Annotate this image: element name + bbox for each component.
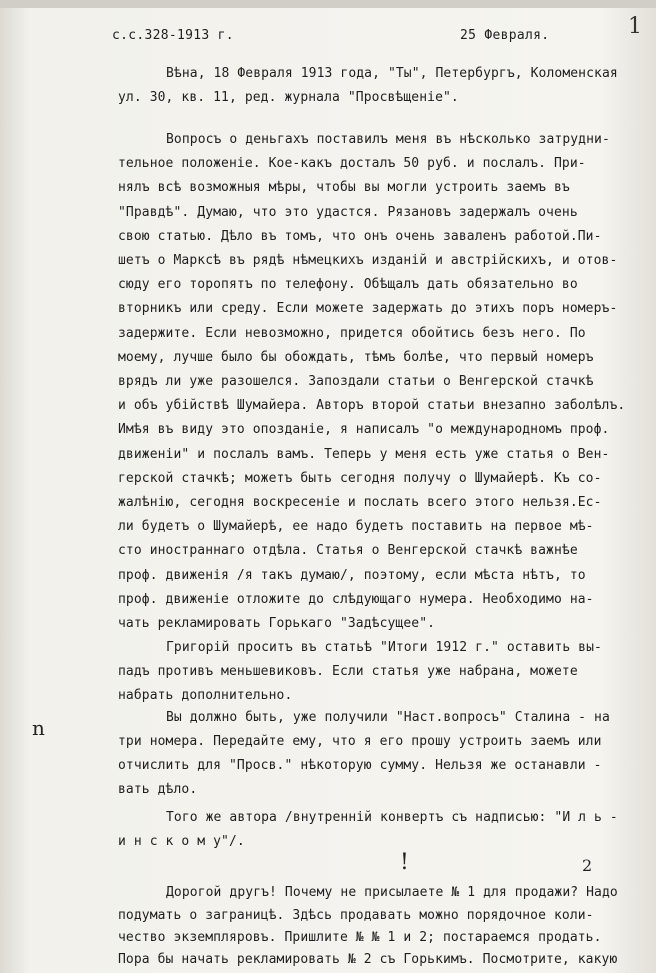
text-line: Того же автора /внутренній конвертъ съ надписью: "И л ь - — [166, 810, 618, 825]
text-line: задержите. Если невозможно, придется обойтись безъ него. По — [118, 325, 586, 341]
text-line: Имѣя въ виду это опозданіе, я написалъ "о международномъ проф. — [118, 422, 610, 438]
text-line: проф. движенія /я такъ думаю/, поэтому, если мѣста нѣтъ, то — [118, 567, 586, 583]
text-line: Вы должно быть, уже получили "Наст.вопросъ" Сталина - на — [166, 710, 610, 725]
text-line: шетъ о Марксѣ въ рядѣ нѣмецкихъ изданій и австрійскихъ, и отов- — [118, 253, 618, 268]
text-line: вторникъ или среду. Если можете задержать до этихъ поръ номеръ- — [118, 301, 618, 317]
text-line: ли будетъ о Шумайерѣ, ее надо будетъ поставить на первое мѣ- — [118, 519, 594, 535]
text-line: и н с к о м у"/. — [118, 834, 245, 849]
text-line: жалѣнію, сегодня воскресеніе и послать всего этого нельзя.Ес- — [118, 495, 602, 510]
text-line: движеніи" и послалъ вамъ. Теперь у меня есть уже статья о Вен- — [118, 446, 610, 462]
text-line: Вѣна, 18 Февраля 1913 года, "Ты", Петербургъ, Коломенская — [166, 66, 618, 81]
text-line: подумать о заграницѣ. Здѣсь продавать можно порядочное коли- — [118, 908, 594, 923]
text-line: ул. 30, кв. 11, ред. журнала "Просвѣщеніе". — [118, 90, 459, 105]
text-line: свою статью. Дѣло въ томъ, что онъ очень заваленъ работой.Пи- — [118, 228, 602, 244]
text-line: Дорогой другъ! Почему не присылаете № 1 для продажи? Надо — [166, 885, 618, 900]
text-line: Пора бы начать рекламировать № 2 съ Горькимъ. Посмотрите, какую — [118, 952, 618, 967]
margin-handwritten-mark: n — [32, 716, 45, 740]
text-line: проф. движеніе отложите до слѣдующаго нумера. Необходимо на- — [118, 591, 594, 607]
text-line: и объ убійствѣ Шумайера. Авторъ второй статьи внезапно заболѣлъ. — [118, 398, 626, 414]
text-line: герской стачкѣ; можетъ быть сегодня получу о Шумайерѣ. Къ со- — [118, 470, 602, 486]
text-line: "Правдѣ". Думаю, что это удастся. Рязановъ задержалъ очень — [118, 204, 578, 220]
text-line: тельное положеніе. Кое-какъ досталъ 50 руб. и послалъ. При- — [118, 156, 586, 172]
text-line: сто иностраннаго отдѣла. Статья о Венгерской стачкѣ важнѣе — [118, 543, 578, 559]
page-number: 1 — [628, 14, 642, 39]
document-date: 25 Февраля. — [460, 28, 550, 43]
text-line: чество экземпляровъ. Пришлите № № 1 и 2; постараемся продать. — [118, 930, 602, 945]
text-line: врядъ ли уже разошелся. Запоздали статьи о Венгерской стачкѣ — [118, 374, 594, 389]
text-line: моему, лучше было бы обождать, тѣмъ болѣе, что первый номеръ — [118, 349, 594, 365]
text-line: падъ противъ меньшевиковъ. Если статья уже набрана, можете — [118, 664, 578, 679]
text-line: набрать дополнительно. — [118, 688, 293, 703]
text-line: сюду его торопятъ по телефону. Обѣщалъ дать обязательно во — [118, 277, 578, 293]
text-line: Григорій проситъ въ статьѣ "Итоги 1912 г." оставить вы- — [166, 640, 602, 655]
text-line: отчислить для "Просв." нѣкоторую сумму. Нельзя же останавли - — [118, 758, 602, 773]
handwritten-exclamation: ! — [400, 850, 409, 875]
handwritten-number: 2 — [582, 856, 593, 875]
text-line: Вопросъ о деньгахъ поставилъ меня въ нѣсколько затрудни- — [166, 132, 610, 147]
text-line: три номера. Передайте ему, что я его прошу устроить заемъ или — [118, 734, 602, 749]
text-line: чать рекламировать Горькаго "Задѣсущее". — [118, 616, 436, 631]
text-line: вать дѣло. — [118, 782, 198, 797]
text-line: нялъ всѣ возможныя мѣры, чтобы вы могли устроить заемъ въ — [118, 180, 570, 196]
document-reference: с.с.328-1913 г. — [112, 28, 234, 43]
